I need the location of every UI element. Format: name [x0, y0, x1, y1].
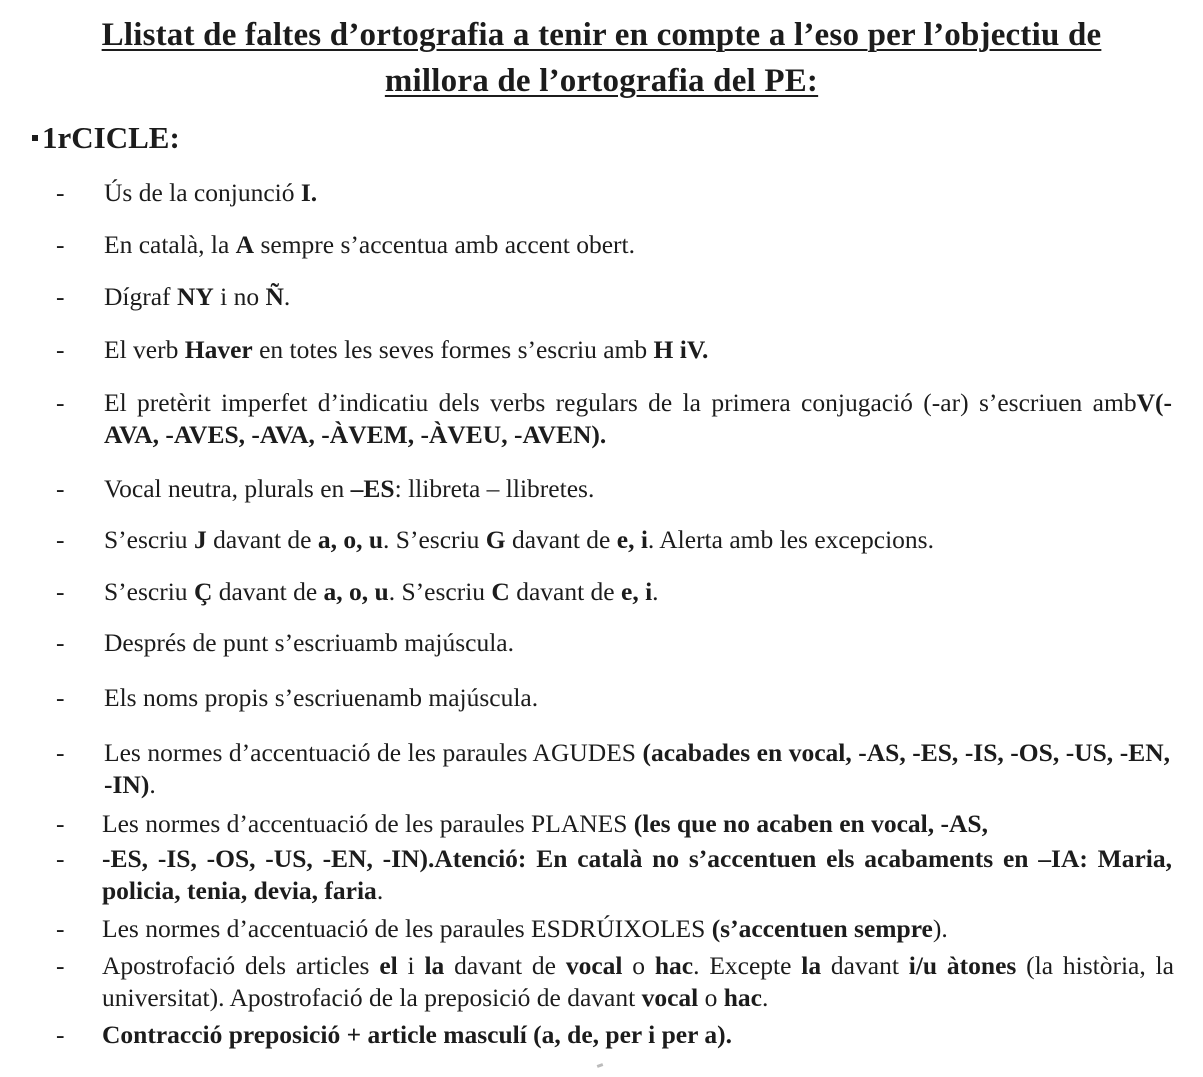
list-item-text: Ús de la conjunció I.	[104, 178, 318, 207]
list-item-text: Dígraf NY i no Ñ.	[104, 282, 291, 311]
section-heading	[32, 118, 180, 158]
document-title	[20, 12, 1183, 104]
list-dash: -	[56, 914, 65, 943]
list-dash: -	[56, 1020, 65, 1049]
list-dash: -	[56, 951, 65, 980]
list-dash: -	[56, 474, 65, 503]
list-dash: -	[56, 628, 65, 657]
list-dash: -	[56, 844, 65, 873]
list-dash: -	[56, 809, 65, 838]
list-item-text: Apostrofació dels articles el i la davant de vocal o hac. Excepte la davant i/u àtones (la història, la universitat). Apostrofació de la preposició de davant vocal o hac.	[102, 951, 1174, 1012]
list-dash: -	[56, 335, 65, 364]
list-item-text: S’escriu J davant de a, o, u. S’escriu G davant de e, i. Alerta amb les excepcions.	[104, 525, 934, 554]
list-dash: -	[56, 683, 65, 712]
list-item-text: Les normes d’accentuació de les paraules PLANES (les que no acaben en vocal, -AS,	[102, 809, 988, 838]
list-item-text: Contracció preposició + article masculí (a, de, per i per a).	[102, 1020, 732, 1049]
list-item-text: Els noms propis s’escriuenamb majúscula.	[104, 683, 539, 712]
list-item-text: -ES, -IS, -OS, -US, -EN, -IN).Atenció: En català no s’accentuen els acabaments en –IA: Maria, policia, tenia, devia, faria.	[102, 844, 1172, 905]
list-dash: -	[56, 525, 65, 554]
list-dash: -	[56, 178, 65, 207]
title-line-2: millora de l’ortografia del PE:	[384, 63, 819, 99]
list-dash: -	[56, 388, 65, 417]
list-dash: -	[56, 230, 65, 259]
bullet-icon	[32, 135, 38, 141]
list-dash: -	[56, 577, 65, 606]
list-dash: -	[56, 282, 65, 311]
list-item-text: S’escriu Ç davant de a, o, u. S’escriu C davant de e, i.	[104, 577, 659, 606]
title-line-1: Llistat de faltes d’ortografia a tenir en compte a l’eso per l’objectiu de	[101, 17, 1102, 53]
scan-speck	[597, 1063, 604, 1068]
list-item-text: Les normes d’accentuació de les paraules ESDRÚIXOLES (s’accentuen sempre).	[102, 914, 948, 943]
list-item-text: El pretèrit imperfet d’indicatiu dels verbs regulars de la primera conjugació (-ar) s’escriuen ambV(-AVA, -AVES, -AVA, -ÀVEM, -ÀVEU, -AVEN).	[104, 388, 1172, 449]
list-item-text: Vocal neutra, plurals en –ES: llibreta – llibretes.	[104, 474, 595, 503]
list-dash: -	[56, 738, 65, 767]
list-item-text: Les normes d’accentuació de les paraules AGUDES (acabades en vocal, -AS, -ES, -IS, -OS, -US, -EN, -IN).	[104, 738, 1170, 799]
list-item-text: Després de punt s’escriuamb majúscula.	[104, 628, 515, 657]
section-label: 1rCICLE:	[42, 120, 180, 155]
list-item-text: El verb Haver en totes les seves formes s’escriu amb H iV.	[104, 335, 709, 364]
list-item-text: En català, la A sempre s’accentua amb accent obert.	[104, 230, 635, 259]
